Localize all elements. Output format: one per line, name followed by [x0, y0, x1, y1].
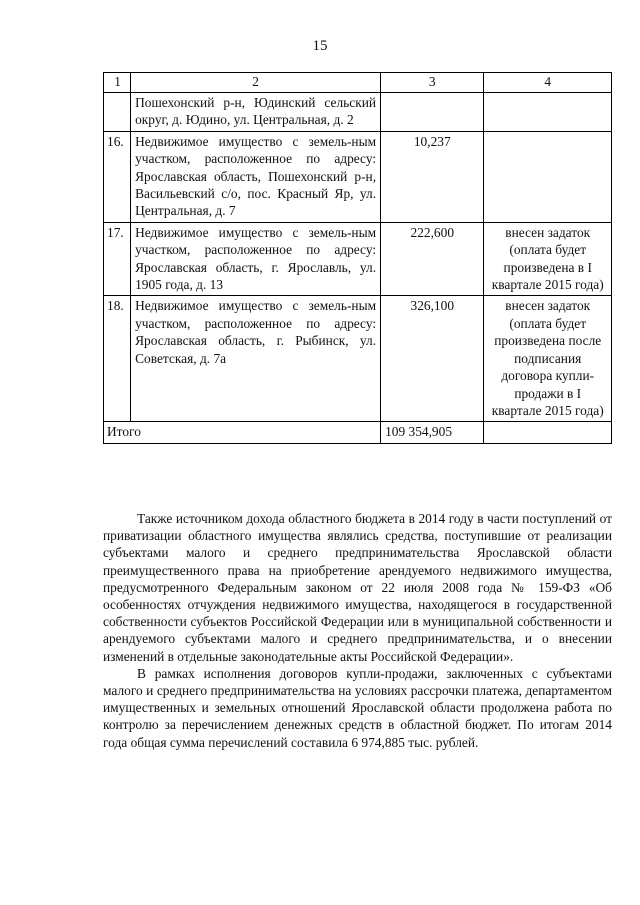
row-amount: 10,237	[381, 131, 484, 222]
table-row	[104, 296, 612, 422]
row-amount: 222,600	[381, 222, 484, 296]
header-cell-2: 2	[131, 73, 381, 93]
header-cell-1: 1	[104, 73, 131, 93]
row-description: Недвижимое имущество с земель-ным участком, расположенное по адресу: Ярославская область, Пошехонский р-н, Васильевский с/о, пос. Красный Яр, ул. Центральная, д. 7	[131, 131, 381, 222]
row-amount: 326,100	[381, 296, 484, 422]
row-number: 18.	[104, 296, 131, 422]
row-note	[484, 93, 612, 132]
header-cell-3: 3	[381, 73, 484, 93]
table-row	[104, 222, 612, 296]
row-number	[104, 93, 131, 132]
paragraph: Также источником дохода областного бюджета в 2014 году в части поступлений от приватизации областного имущества являлись средства, поступившие от реализации субъектами малого и среднего предпринимательства Ярославской области преимущественного права на приобретение арендуемого недвижимого имущества, предусмотренного Федеральным законом от 22 июля 2008 года № 159-ФЗ «Об особенностях отчуждения недвижимого имущества, находящегося в государственной собственности субъектов Российской Федерации или в муниципальной собственности и арендуемого субъектами малого и среднего предпринимательства, и о внесении изменений в отдельные законодательные акты Российской Федерации».	[103, 511, 612, 664]
header-cell-4: 4	[484, 73, 612, 93]
table-header-row	[104, 73, 612, 93]
table-row	[104, 93, 612, 132]
total-value: 109 354,905	[381, 422, 484, 443]
row-amount	[381, 93, 484, 132]
row-description: Пошехонский р-н, Юдинский сельский округ, д. Юдино, ул. Центральная, д. 2	[131, 93, 381, 132]
page-number: 15	[312, 38, 328, 54]
row-number: 16.	[104, 131, 131, 222]
row-number: 17.	[104, 222, 131, 296]
total-note	[484, 422, 612, 443]
total-row	[104, 422, 612, 443]
row-description: Недвижимое имущество с земель-ным участком, расположенное по адресу: Ярославская область, г. Ярославль, ул. 1905 года, д. 13	[131, 222, 381, 296]
row-note: внесен задаток (оплата будет произведена в I квартале 2015 года)	[484, 222, 612, 296]
row-note: внесен задаток (оплата будет произведена после подписания договора купли-продажи в I квартале 2015 года)	[484, 296, 612, 422]
row-description: Недвижимое имущество с земель-ным участком, расположенное по адресу: Ярославская область, г. Рыбинск, ул. Советская, д. 7а	[131, 296, 381, 422]
table-row	[104, 131, 612, 222]
total-label: Итого	[104, 422, 381, 443]
body-text	[103, 510, 612, 751]
property-table	[103, 72, 612, 444]
paragraph: В рамках исполнения договоров купли-продажи, заключенных с субъектами малого и среднего предпринимательства на условиях рассрочки платежа, департаментом имущественных и земельных отношений Ярославской области продолжена работа по контролю за перечислением денежных средств в областной бюджет. По итогам 2014 года общая сумма перечислений составила 6 974,885 тыс. рублей.	[103, 665, 612, 750]
row-note	[484, 131, 612, 222]
